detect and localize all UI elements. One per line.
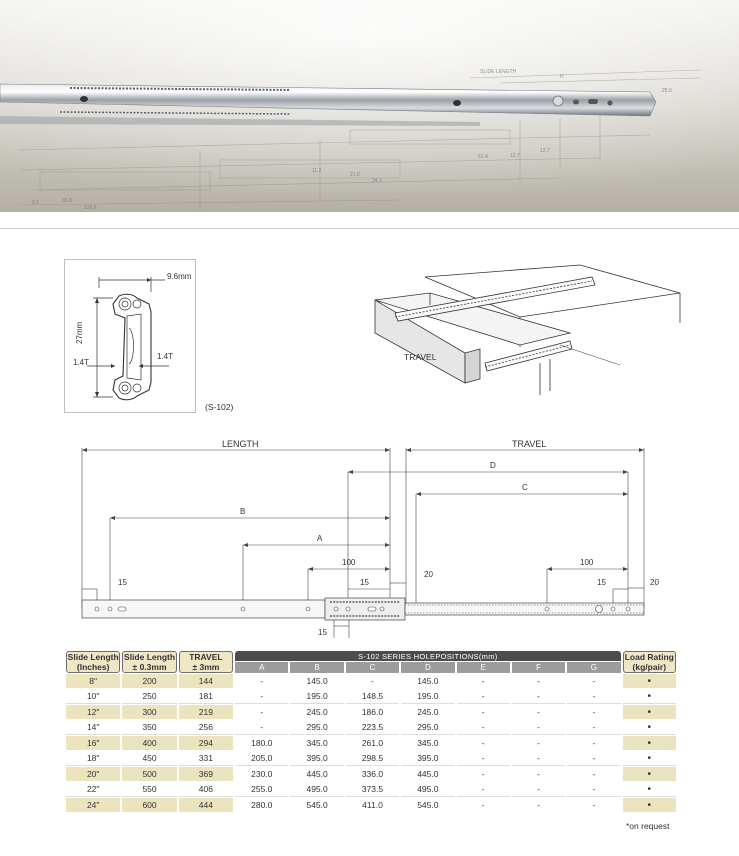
header-subtext: (kg/pair) — [632, 662, 667, 672]
hero-label-127b: 12.7 — [510, 153, 520, 159]
header-text: Slide Length — [124, 652, 176, 662]
dim-b-label: B — [240, 507, 246, 516]
header-subtext: ± 0.3mm — [132, 662, 167, 672]
col-header-c: C — [346, 662, 399, 673]
cell-d: 245.0 — [401, 705, 454, 719]
cell-g: - — [567, 720, 620, 735]
dimension-drawing — [72, 438, 672, 643]
cell-load: • — [623, 720, 676, 735]
hero-label-127a: 12.7 — [540, 148, 550, 154]
table-header-row — [66, 651, 676, 661]
travel-label: TRAVEL — [512, 439, 547, 449]
profile-left-thickness: 1.4T — [73, 358, 90, 367]
hero-label-216: 21.6 — [350, 172, 360, 178]
dim-100-right-label: 100 — [580, 558, 594, 567]
cell-g: - — [567, 798, 620, 812]
cell-load: • — [623, 767, 676, 781]
cell-a: 205.0 — [235, 751, 288, 766]
cell-d: 195.0 — [401, 689, 454, 704]
dim-15-right-label: 15 — [597, 578, 606, 587]
cell-mm: 300 — [122, 705, 176, 719]
profile-width-label: 9.6mm — [167, 272, 192, 281]
cell-a: - — [235, 720, 288, 735]
cell-g: - — [567, 736, 620, 750]
table-row — [66, 751, 676, 766]
profile-cross-section — [65, 260, 195, 412]
cell-inch: 12" — [66, 705, 120, 719]
dim-a-label: A — [317, 534, 323, 543]
cell-g: - — [567, 689, 620, 704]
col-header-a: A — [235, 662, 288, 673]
dim-15-bottom-label: 15 — [318, 628, 327, 637]
cell-e: - — [457, 798, 510, 812]
cell-travel: 331 — [179, 751, 233, 766]
series-header: S-102 SERIES HOLEPOSITIONS(mm) — [235, 651, 621, 661]
cell-inch: 16" — [66, 736, 120, 750]
cell-c: 298.5 — [346, 751, 399, 766]
table-row — [66, 720, 676, 735]
cell-e: - — [457, 736, 510, 750]
cell-b: 545.0 — [290, 798, 343, 812]
dim-15-mid-label: 15 — [360, 578, 369, 587]
cell-f: - — [512, 751, 565, 766]
cell-b: 445.0 — [290, 767, 343, 781]
table-row — [66, 689, 676, 704]
cell-f: - — [512, 674, 565, 688]
cell-c: 148.5 — [346, 689, 399, 704]
hero-label-25: 25.0 — [662, 88, 672, 94]
cell-inch: 14" — [66, 720, 120, 735]
drawer-slide-illustration — [370, 255, 690, 405]
table-body — [66, 674, 676, 812]
cell-e: - — [457, 689, 510, 704]
installation-illustration — [370, 255, 690, 405]
col-header-slide-length-mm — [122, 651, 176, 673]
cell-load: • — [623, 736, 676, 750]
cell-b: 195.0 — [290, 689, 343, 704]
col-header-slide-length-in — [66, 651, 120, 673]
cell-b: 245.0 — [290, 705, 343, 719]
cell-e: - — [457, 720, 510, 735]
cell-load: • — [623, 674, 676, 688]
cell-d: 295.0 — [401, 720, 454, 735]
dim-d-label: D — [490, 461, 496, 470]
cell-mm: 450 — [122, 751, 176, 766]
cell-mm: 500 — [122, 767, 176, 781]
cell-load: • — [623, 751, 676, 766]
cell-mm: 600 — [122, 798, 176, 812]
footnote: *on request — [626, 821, 670, 831]
cell-b: 145.0 — [290, 674, 343, 688]
cell-load: • — [623, 689, 676, 704]
cell-mm: 400 — [122, 736, 176, 750]
table-row — [66, 782, 676, 797]
col-header-d: D — [401, 662, 454, 673]
header-subtext: ± 3mm — [192, 662, 220, 672]
dim-100-left-label: 100 — [342, 558, 356, 567]
cell-inch: 24" — [66, 798, 120, 812]
cell-mm: 250 — [122, 689, 176, 704]
cell-a: 180.0 — [235, 736, 288, 750]
cell-mm: 350 — [122, 720, 176, 735]
cell-c: 373.5 — [346, 782, 399, 797]
cell-inch: 20" — [66, 767, 120, 781]
col-header-e: E — [457, 662, 510, 673]
dim-20-mid-label: 20 — [424, 570, 433, 579]
cell-g: - — [567, 705, 620, 719]
cell-g: - — [567, 782, 620, 797]
col-header-load-rating — [623, 651, 676, 673]
hero-label-393: 39.3 — [62, 198, 72, 204]
cell-c: 223.5 — [346, 720, 399, 735]
cell-d: 495.0 — [401, 782, 454, 797]
cell-travel: 406 — [179, 782, 233, 797]
cell-a: - — [235, 674, 288, 688]
cell-g: - — [567, 767, 620, 781]
cell-e: - — [457, 751, 510, 766]
length-label: LENGTH — [222, 439, 259, 449]
cell-d: 445.0 — [401, 767, 454, 781]
cell-inch: 10" — [66, 689, 120, 704]
cell-travel: 219 — [179, 705, 233, 719]
cell-d: 345.0 — [401, 736, 454, 750]
cell-inch: 8" — [66, 674, 120, 688]
cell-f: - — [512, 689, 565, 704]
dim-c-label: C — [522, 483, 528, 492]
profile-height-label: 27mm — [75, 321, 84, 344]
cell-a: 280.0 — [235, 798, 288, 812]
cell-f: - — [512, 720, 565, 735]
model-label: (S-102) — [205, 402, 234, 412]
header-text: Slide Length — [67, 652, 119, 662]
cell-a: 255.0 — [235, 782, 288, 797]
cell-travel: 144 — [179, 674, 233, 688]
cell-travel: 444 — [179, 798, 233, 812]
cell-d: 545.0 — [401, 798, 454, 812]
cell-mm: 200 — [122, 674, 176, 688]
header-subtext: (Inches) — [76, 662, 110, 672]
hero-label-112: 11.2 — [312, 168, 322, 174]
cell-f: - — [512, 798, 565, 812]
cell-e: - — [457, 767, 510, 781]
hero-label-slide-length: SLIDE LENGTH — [480, 69, 517, 75]
table-row — [66, 674, 676, 688]
cell-load: • — [623, 782, 676, 797]
dimension-drawing-svg — [72, 438, 672, 643]
cell-c: 261.0 — [346, 736, 399, 750]
cell-g: - — [567, 751, 620, 766]
cell-d: 145.0 — [401, 674, 454, 688]
cell-c: 411.0 — [346, 798, 399, 812]
cell-b: 495.0 — [290, 782, 343, 797]
cell-e: - — [457, 782, 510, 797]
cell-travel: 181 — [179, 689, 233, 704]
table-row — [66, 736, 676, 750]
col-header-g: G — [567, 662, 620, 673]
cell-b: 345.0 — [290, 736, 343, 750]
cell-travel: 256 — [179, 720, 233, 735]
table-row — [66, 705, 676, 719]
cell-e: - — [457, 705, 510, 719]
profile-section-box — [64, 259, 196, 413]
cell-f: - — [512, 767, 565, 781]
cell-load: • — [623, 798, 676, 812]
cell-mm: 550 — [122, 782, 176, 797]
hero-label-514: 51.4 — [478, 154, 488, 160]
cell-travel: 369 — [179, 767, 233, 781]
table-row — [66, 767, 676, 781]
cell-d: 395.0 — [401, 751, 454, 766]
cell-f: - — [512, 705, 565, 719]
hero-label-343: 34.3 — [372, 178, 382, 184]
cell-c: 336.0 — [346, 767, 399, 781]
col-header-f: F — [512, 662, 565, 673]
cell-a: - — [235, 705, 288, 719]
table-row — [66, 798, 676, 812]
install-travel-label: TRAVEL — [404, 352, 437, 362]
cell-b: 395.0 — [290, 751, 343, 766]
cell-f: - — [512, 736, 565, 750]
cell-b: 295.0 — [290, 720, 343, 735]
cell-a: - — [235, 689, 288, 704]
cell-inch: 22" — [66, 782, 120, 797]
hero-banner — [0, 0, 739, 212]
cell-travel: 294 — [179, 736, 233, 750]
header-text: Load Rating — [624, 652, 674, 662]
profile-right-thickness: 1.4T — [157, 352, 174, 361]
cell-c: 186.0 — [346, 705, 399, 719]
cell-load: • — [623, 705, 676, 719]
hero-label-h: H — [560, 74, 564, 80]
hero-label-91: 9.1 — [32, 200, 39, 206]
header-text: TRAVEL — [189, 652, 223, 662]
spec-table — [64, 650, 678, 813]
cell-c: - — [346, 674, 399, 688]
hero-label-1286: 128.6 — [84, 205, 97, 211]
dim-20-right-label: 20 — [650, 578, 659, 587]
cell-g: - — [567, 674, 620, 688]
col-header-b: B — [290, 662, 343, 673]
cell-a: 230.0 — [235, 767, 288, 781]
cell-e: - — [457, 674, 510, 688]
hero-slide-photo — [0, 0, 739, 212]
col-header-travel — [179, 651, 233, 673]
cell-f: - — [512, 782, 565, 797]
dim-15-left-label: 15 — [118, 578, 127, 587]
cell-inch: 18" — [66, 751, 120, 766]
